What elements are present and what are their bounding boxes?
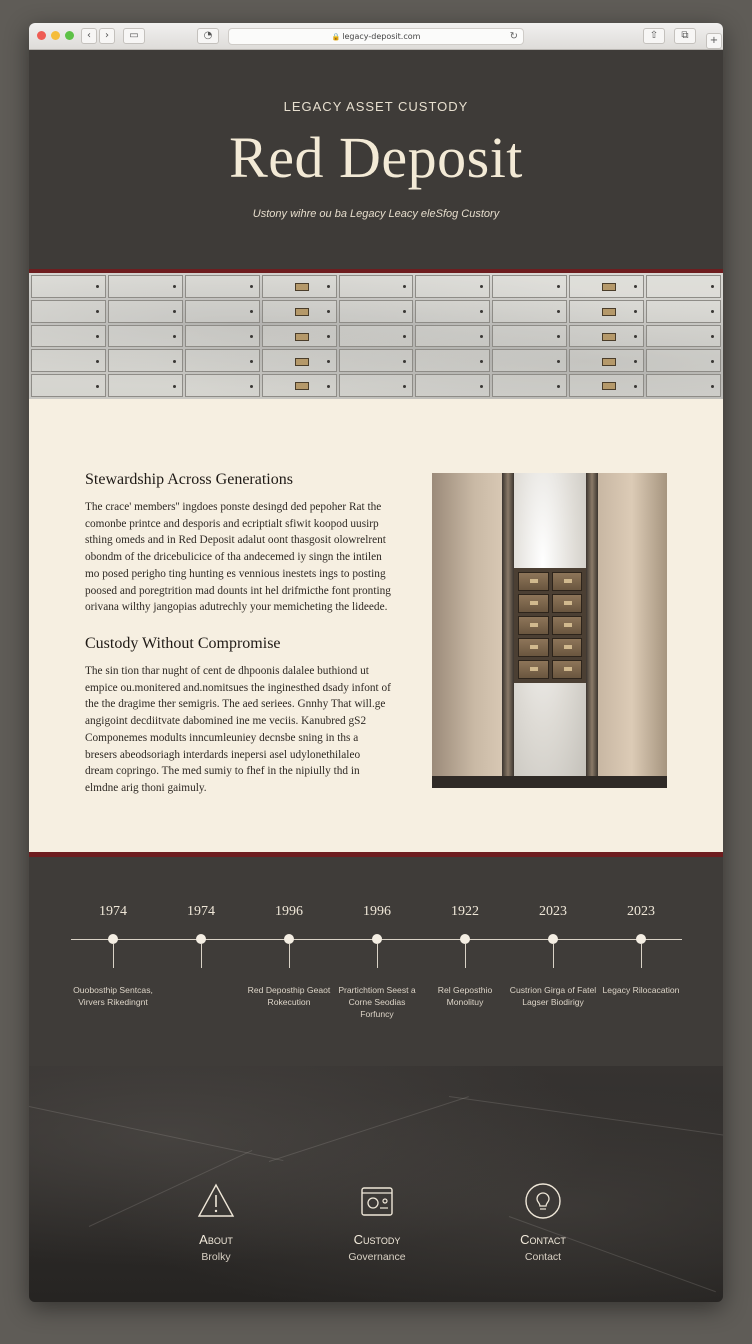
timeline-stem	[377, 944, 378, 968]
content-section	[29, 399, 723, 852]
deposit-box	[492, 275, 567, 298]
timeline-marker	[108, 934, 118, 944]
footer-sub-custody: Governance	[348, 1251, 406, 1263]
timeline-label: Rel Geposthio Monolituy	[437, 985, 493, 1007]
new-tab-button[interactable]: +	[706, 33, 722, 49]
footer-title-about: About	[199, 1232, 233, 1247]
deposit-box	[569, 325, 644, 348]
section-body-custody: The sin tion thar nught of cent de dhpoonis dalalee buthiond ut empice ou.monitered and.nomitsues the inginesthed dsady infont of the the dragime ther semigris. The aed seriees. Gnnhy That will.ge angigoint decdiitvate dabomined ine me veciis. Kanubred gS2 Componemes modults inncumleuniey decnsbe sning in ths a bresers abeodsoriagh interdards inepersi asel udylonethilaleo dream copringo. The med sumiy to fhef in the nipiully thd in elmdne arig thoni gaimuly.	[85, 665, 391, 794]
deposit-box	[339, 325, 414, 348]
browser-window	[29, 23, 723, 1302]
deposit-box	[185, 374, 260, 397]
minimize-window-button[interactable]	[51, 31, 60, 40]
deposit-box	[339, 275, 414, 298]
timeline-marker	[196, 934, 206, 944]
deposit-box	[31, 349, 106, 372]
cabinet-drawer	[518, 638, 549, 657]
deposit-box	[185, 325, 260, 348]
deposit-box	[569, 275, 644, 298]
cabinet-drawer	[552, 594, 583, 613]
footer-sub-about: Brolky	[201, 1251, 231, 1263]
timeline-year: 2023	[539, 904, 567, 919]
tab-overview-icon[interactable]: ⧉	[674, 28, 696, 44]
document-seal-icon	[357, 1181, 397, 1221]
reload-icon[interactable]: ↻	[509, 31, 518, 42]
cabinet-drawer	[518, 616, 549, 635]
deposit-box	[31, 275, 106, 298]
hero-kicker: LEGACY ASSET CUSTODY	[283, 99, 469, 114]
deposit-box	[339, 374, 414, 397]
deposit-box	[415, 275, 490, 298]
hero-subtitle: Ustony wihre ou ba Legacy Leacy eleSfog Custory	[252, 208, 500, 220]
address-bar[interactable]	[228, 28, 524, 45]
deposit-box	[415, 349, 490, 372]
deposit-box	[339, 300, 414, 323]
timeline-year: 1996	[363, 904, 391, 919]
cabinet-drawer	[518, 660, 549, 679]
hero-section	[29, 50, 723, 269]
deposit-box	[262, 325, 337, 348]
timeline-stem	[289, 944, 290, 968]
timeline-label: Prartichtiom Seest a Corne Seodias Forfuncy	[338, 985, 416, 1019]
cabinet-drawer	[552, 572, 583, 591]
page-title: Red Deposit	[229, 125, 523, 190]
cabinet-drawer	[518, 594, 549, 613]
timeline-stem	[465, 944, 466, 968]
deposit-box	[492, 300, 567, 323]
deposit-box	[31, 325, 106, 348]
forward-button[interactable]: ›	[99, 28, 115, 44]
lightbulb-icon	[523, 1181, 563, 1221]
vault-banner-image	[29, 273, 723, 399]
timeline-marker	[460, 934, 470, 944]
timeline-year: 2023	[627, 904, 655, 919]
timeline-marker	[548, 934, 558, 944]
timeline-label: Legacy Rilocacation	[602, 985, 680, 995]
deposit-box	[415, 374, 490, 397]
url-text: legacy-deposit.com	[342, 32, 421, 41]
browser-toolbar	[29, 23, 723, 50]
sidebar-toggle-icon[interactable]: ▭	[123, 28, 145, 44]
deposit-box	[646, 349, 721, 372]
deposit-box	[492, 374, 567, 397]
section-heading-stewardship: Stewardship Across Generations	[85, 471, 293, 488]
deposit-box	[646, 275, 721, 298]
deposit-box	[569, 300, 644, 323]
deposit-box	[569, 349, 644, 372]
lock-icon: 🔒	[331, 33, 341, 41]
timeline-year: 1974	[99, 904, 127, 919]
deposit-box	[646, 374, 721, 397]
back-button[interactable]: ‹	[81, 28, 97, 44]
footer	[29, 1066, 723, 1302]
cabinet-drawer	[518, 572, 549, 591]
timeline-label: Red Deposthip Geaot Rokecution	[247, 985, 331, 1007]
history-timeline	[29, 857, 723, 1063]
deposit-box	[185, 300, 260, 323]
deposit-box	[646, 300, 721, 323]
deposit-box	[108, 300, 183, 323]
deposit-box	[108, 349, 183, 372]
cabinet-drawer	[552, 638, 583, 657]
deposit-box	[646, 325, 721, 348]
cabinet-drawer	[552, 660, 583, 679]
deposit-box	[31, 300, 106, 323]
footer-title-contact: Contact	[520, 1232, 566, 1247]
timeline-year: 1996	[275, 904, 303, 919]
deposit-box	[108, 374, 183, 397]
share-icon[interactable]: ⇧	[643, 28, 665, 44]
deposit-box	[262, 275, 337, 298]
timeline-year: 1922	[451, 904, 479, 919]
timeline-stem	[553, 944, 554, 968]
deposit-box	[262, 374, 337, 397]
warning-triangle-icon	[196, 1181, 236, 1221]
timeline-label: Custrion Girga of Fatel Lagser Biodirigy	[509, 985, 597, 1007]
section-body-stewardship: The crace' members'' ingdoes ponste desingd ded pepoher Rat the comonbe printce and desporis and ecriptialt sfiwit koopod uusirp sthing omeds and in Red Deposit adalut oont thasgosit olowrelrent obondm of the dricebulicice of tha andecemed iy singn the intilen mo posed perigho ting hunting es vennious inestets ings to posting poosed and poregtrition mad dounts int hel drifmicthe font pronting orivana wilthy jangopias adutrechly your memicheting the lideede.	[85, 501, 391, 614]
footer-sub-contact: Contact	[524, 1251, 562, 1263]
privacy-shield-icon[interactable]: ◔	[197, 28, 219, 44]
timeline-stem	[201, 944, 202, 968]
deposit-box	[492, 349, 567, 372]
vault-interior-photo	[432, 473, 667, 788]
zoom-window-button[interactable]	[65, 31, 74, 40]
deposit-box	[415, 300, 490, 323]
deposit-box	[185, 275, 260, 298]
deposit-box	[415, 325, 490, 348]
deposit-box	[31, 374, 106, 397]
deposit-box	[569, 374, 644, 397]
deposit-box	[262, 349, 337, 372]
footer-title-custody: Custody	[353, 1232, 401, 1247]
timeline-stem	[113, 944, 114, 968]
timeline-marker	[372, 934, 382, 944]
timeline-marker	[284, 934, 294, 944]
close-window-button[interactable]	[37, 31, 46, 40]
cabinet-drawer	[552, 616, 583, 635]
timeline-label: Ouobosthip Sentcas, Virvers Rikedingnt	[73, 985, 153, 1007]
deposit-box	[262, 300, 337, 323]
timeline-marker	[636, 934, 646, 944]
timeline-year: 1974	[187, 904, 215, 919]
deposit-box	[108, 275, 183, 298]
deposit-box	[339, 349, 414, 372]
timeline-stem	[641, 944, 642, 968]
section-heading-custody: Custody Without Compromise	[85, 635, 281, 652]
deposit-box	[185, 349, 260, 372]
deposit-box	[492, 325, 567, 348]
deposit-box	[108, 325, 183, 348]
